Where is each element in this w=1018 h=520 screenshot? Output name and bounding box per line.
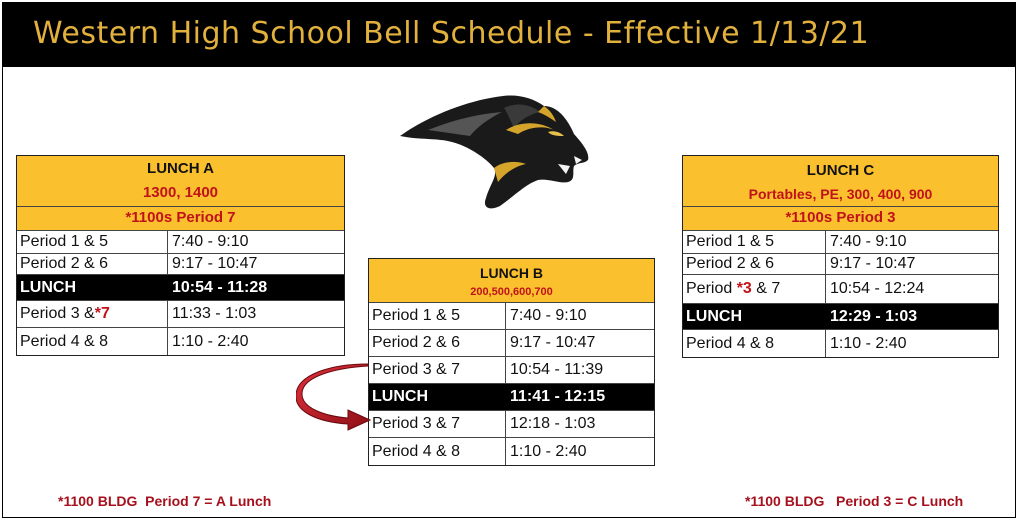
time-cell: 1:10 - 2:40 [830,334,907,352]
period-cell: LUNCH [372,388,428,405]
period-cell: Period 3 & 7 [369,357,506,383]
table-row [369,357,654,384]
table-row [683,330,998,357]
period-cell [683,275,826,303]
table-row [683,275,998,304]
period-cell [17,301,168,327]
table-row [369,411,654,438]
period-cell: Period 1 & 5 [683,231,826,253]
period-label: Period [686,280,737,297]
time-cell: 10:54 - 11:39 [510,361,604,378]
time-cell: 12:18 - 1:03 [510,415,596,432]
period-star: *3 [736,280,752,297]
lunch-a-title: LUNCH A [147,160,214,177]
time-cell: 11:41 - 12:15 [510,388,606,405]
title-bar [3,3,1015,67]
lunch-a-note: *1100s Period 7 [17,207,344,231]
table-row [683,254,998,275]
period-cell: Period 1 & 5 [17,231,168,253]
time-cell: 1:10 - 2:40 [172,332,249,350]
footnote-lunch-c: *1100 BLDG Period 3 = C Lunch [745,493,964,509]
lunch-b-table [368,258,655,466]
lunch-c-buildings: Portables, PE, 300, 400, 900 [748,186,933,202]
period-cell: Period 2 & 6 [683,254,826,274]
time-cell: 7:40 - 9:10 [510,307,587,324]
lunch-a-header [17,156,344,207]
period-cell: Period 4 & 8 [369,438,506,465]
lunch-a-table [16,155,345,356]
table-row [369,330,654,357]
period-cell: Period 4 & 8 [683,330,826,357]
lunch-a-buildings: 1300, 1400 [142,184,219,201]
lunch-c-note: *1100s Period 3 [683,207,998,231]
time-cell: 7:40 - 9:10 [172,233,249,250]
table-row [17,328,344,355]
time-cell: 10:54 - 11:28 [172,278,268,296]
table-row [17,231,344,254]
time-cell: 9:17 - 10:47 [172,255,258,272]
time-cell: 7:40 - 9:10 [830,233,907,250]
panther-head-icon [398,86,592,212]
table-row [683,231,998,254]
period-cell: LUNCH [686,307,742,325]
footnote-lunch-a: *1100 BLDG Period 7 = A Lunch [58,493,272,509]
period-cell: Period 2 & 6 [369,330,506,356]
lunch-row [17,275,344,301]
period-label-suffix: & 7 [751,280,781,297]
time-cell: 10:54 - 12:24 [830,280,925,297]
period-cell: Period 3 & 7 [369,411,506,437]
period-cell: Period 4 & 8 [17,328,168,355]
period-cell: LUNCH [20,278,76,296]
time-cell: 1:10 - 2:40 [510,442,587,460]
time-cell: 9:17 - 10:47 [510,334,596,351]
lunch-c-table [682,155,999,358]
table-row [369,438,654,465]
lunch-b-buildings: 200,500,600,700 [470,286,553,298]
time-cell: 12:29 - 1:03 [830,307,918,325]
table-row [17,301,344,328]
curved-arrow-icon [296,362,376,432]
page-title: Western High School Bell Schedule - Effective 1/13/21 [33,16,870,51]
lunch-b-title: LUNCH B [480,265,543,281]
lunch-c-header [683,156,998,207]
lunch-c-title: LUNCH C [806,162,875,179]
table-row [369,303,654,330]
period-label: Period 3 & [20,305,95,322]
period-cell: Period 1 & 5 [369,303,506,329]
time-cell: 9:17 - 10:47 [830,255,916,272]
period-cell: Period 2 & 6 [17,254,168,274]
table-row [17,254,344,275]
time-cell: 11:33 - 1:03 [172,305,257,322]
period-star: *7 [94,305,110,322]
lunch-row [369,384,654,411]
lunch-b-header [369,259,654,303]
lunch-row [683,304,998,330]
